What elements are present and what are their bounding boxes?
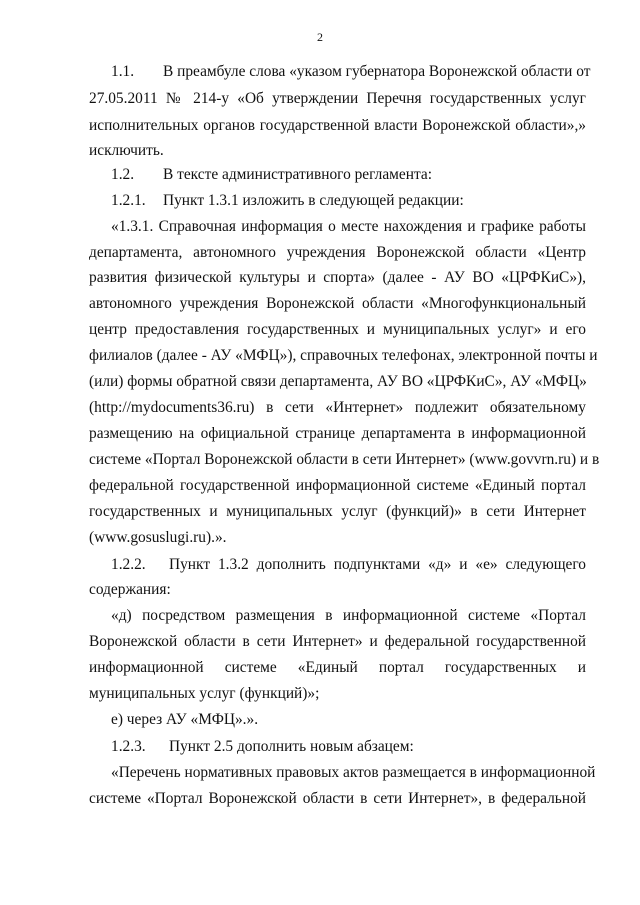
text-line: автономного учреждения Воронежской области «Многофункциональный xyxy=(89,295,586,312)
text-line: (или) формы обратной связи департамента, АУ ВО «ЦРФКиС», АУ «МФЦ» xyxy=(89,373,587,390)
text-line: федеральной государственной информационной системе «Единый портал xyxy=(89,477,586,494)
clause-text: Пункт 2.5 дополнить новым абзацем: xyxy=(169,738,414,755)
text-line xyxy=(111,191,586,211)
text-line: содержания: xyxy=(89,581,171,598)
text-line: информационной системе «Единый портал государственных и xyxy=(89,659,586,676)
text-line: департамента, автономного учреждения Воронежской области «Центр xyxy=(89,244,586,261)
text-line: 27.05.2011 № 214-у «Об утверждении Перечня государственных услуг xyxy=(89,90,586,107)
text-line: филиалов (далее - АУ «МФЦ»), справочных телефонах, электронной почты и xyxy=(89,347,598,364)
clause-text: В преамбуле слова «указом губернатора Воронежской области от xyxy=(163,63,591,80)
text-line: «Перечень нормативных правовых актов размещается в информационной xyxy=(111,764,596,781)
text-line: центр предоставления государственных и муниципальных услуг» и его xyxy=(89,321,586,338)
clause-text: Пункт 1.3.2 дополнить подпунктами «д» и «е» следующего xyxy=(169,556,586,573)
text-line: развития физической культуры и спорта» (далее - АУ ВО «ЦРФКиС»), xyxy=(89,269,586,286)
text-line: е) через АУ «МФЦ».». xyxy=(111,711,259,728)
text-line: (www.gosuslugi.ru).». xyxy=(89,529,227,546)
clause-number: 1.2. xyxy=(111,166,135,183)
text-line: системе «Портал Воронежской области в сети Интернет», в федеральной xyxy=(89,790,586,807)
text-line xyxy=(111,62,591,82)
text-line: исполнительных органов государственной власти Воронежской области»,» xyxy=(89,117,586,134)
text-line: «д) посредством размещения в информационной системе «Портал xyxy=(111,607,586,624)
clause-text: В тексте административного регламента: xyxy=(163,166,433,183)
text-line xyxy=(111,165,586,185)
clause-number: 1.2.1. xyxy=(111,192,146,209)
text-line: государственных и муниципальных услуг (функций)» в сети Интернет xyxy=(89,503,586,520)
text-line: исключить. xyxy=(89,142,164,159)
text-line xyxy=(111,555,586,575)
text-line xyxy=(111,737,586,757)
text-line: «1.3.1. Справочная информация о месте нахождения и графике работы xyxy=(111,218,586,235)
text-line: размещению на официальной странице департамента в информационной xyxy=(89,425,586,442)
clause-number: 1.2.3. xyxy=(111,738,146,755)
clause-number: 1.2.2. xyxy=(111,556,146,573)
clause-number: 1.1. xyxy=(111,63,135,80)
text-line: Воронежской области в сети Интернет» и федеральной государственной xyxy=(89,633,586,650)
clause-text: Пункт 1.3.1 изложить в следующей редакции: xyxy=(163,192,464,209)
text-line: системе «Портал Воронежской области в сети Интернет» (www.govvrn.ru) и в xyxy=(89,451,600,468)
text-line: муниципальных услуг (функций)»; xyxy=(89,685,320,702)
text-line: (http://mydocuments36.ru) в сети «Интернет» подлежит обязательному xyxy=(89,399,586,416)
page-number: 2 xyxy=(317,30,323,44)
